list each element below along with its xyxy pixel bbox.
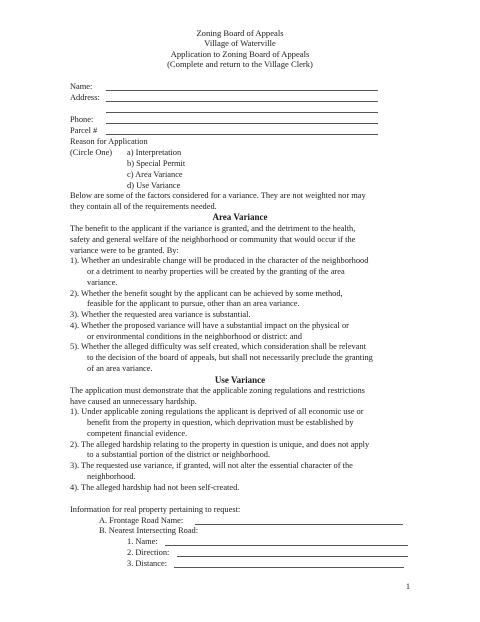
reason-option[interactable]: b) Special Permit: [127, 159, 186, 168]
road-direction-line[interactable]: [177, 556, 408, 557]
name-line[interactable]: [106, 90, 378, 91]
nearest-road-label: B. Nearest Intersecting Road:: [99, 526, 199, 535]
area-line: safety and general welfare of the neighborhood or community that would occur if the: [70, 235, 356, 244]
area-line: The benefit to the applicant if the variance is granted, and the detriment to the health,: [70, 224, 356, 233]
area-line: 3). Whether the requested area variance is substantial.: [70, 310, 251, 319]
name-label: Name:: [70, 82, 93, 91]
use-variance-title: Use Variance: [214, 375, 266, 385]
area-line: 4). Whether the proposed variance will have a substantial impact on the physical or: [70, 321, 349, 330]
area-line: 1). Whether an undesirable change will be produced in the character of the neighborhood: [70, 256, 369, 265]
frontage-road-label: A. Frontage Road Name:: [99, 516, 184, 525]
reason-option[interactable]: c) Area Variance: [127, 170, 183, 179]
area-variance-title: Area Variance: [212, 212, 268, 222]
reason-option[interactable]: a) Interpretation: [127, 148, 182, 157]
area-line: of an area variance.: [87, 364, 153, 373]
phone-label: Phone:: [70, 115, 94, 124]
parcel-label: Parcel #: [70, 126, 98, 135]
area-line: feasible for the applicant to pursue, other than an area variance.: [87, 299, 300, 308]
area-line: variance were to be granted. By:: [70, 246, 179, 255]
intro-line: they contain all of the requirements needed.: [70, 202, 217, 211]
header-line-4: (Complete and return to the Village Clerk): [167, 58, 313, 69]
road-name-line[interactable]: [165, 545, 408, 546]
area-line: variance.: [87, 278, 118, 287]
page-number: 1: [405, 582, 410, 591]
area-line: or environmental conditions in the neighborhood or district: and: [87, 332, 302, 341]
area-line: 2). Whether the benefit sought by the applicant can be achieved by some method,: [70, 289, 343, 298]
use-line: The application must demonstrate that the applicable zoning regulations and restrictions: [70, 386, 365, 395]
address-line-2[interactable]: [106, 112, 378, 113]
use-line: 2). The alleged hardship relating to the property in question is unique, and does not apply: [70, 440, 370, 449]
address-line-1[interactable]: [106, 101, 378, 102]
header-line-2: Village of Waterville: [204, 38, 276, 49]
use-line: benefit from the property in question, which deprivation must be established by: [87, 418, 354, 427]
area-line: or a detriment to nearby properties will be created by the granting of the area: [87, 267, 345, 276]
frontage-road-line[interactable]: [195, 524, 403, 525]
use-line: have caused an unnecessary hardship.: [70, 397, 197, 406]
document-header: [0, 28, 480, 69]
address-label: Address:: [70, 93, 100, 102]
reason-option[interactable]: d) Use Variance: [127, 181, 181, 190]
road-direction-label: 2. Direction:: [127, 548, 170, 557]
use-line: 3). The requested use variance, if granted, will not alter the essential character of the: [70, 461, 353, 470]
use-line: to a substantial portion of the district or neighborhood.: [87, 450, 271, 459]
use-line: 1). Under applicable zoning regulations the applicant is deprived of all economic use or: [70, 407, 364, 416]
road-distance-line[interactable]: [174, 567, 404, 568]
reason-label: Reason for Application: [70, 137, 148, 146]
header-line-3: Application to Zoning Board of Appeals: [170, 48, 310, 59]
road-distance-label: 3. Distance:: [127, 559, 168, 568]
intro-line: Below are some of the factors considered for a variance. They are not weighted nor may: [70, 191, 366, 200]
real-property-intro: Information for real property pertaining to request:: [70, 505, 241, 514]
header-line-1: Zoning Board of Appeals: [196, 28, 284, 38]
use-line: competent financial evidence.: [87, 429, 188, 438]
road-name-label: 1. Name:: [127, 537, 158, 546]
parcel-line[interactable]: [106, 134, 378, 135]
area-line: to the decision of the board of appeals, but shall not necessarily preclude the granting: [87, 353, 373, 362]
area-line: 5). Whether the alleged difficulty was self created, which consideration shall be relevant: [70, 342, 366, 351]
circle-one-label: (Circle One): [70, 148, 113, 157]
use-line: neighborhood.: [87, 472, 136, 481]
phone-line[interactable]: [106, 123, 378, 124]
use-line: 4). The alleged hardship had not been self-created.: [70, 483, 240, 492]
